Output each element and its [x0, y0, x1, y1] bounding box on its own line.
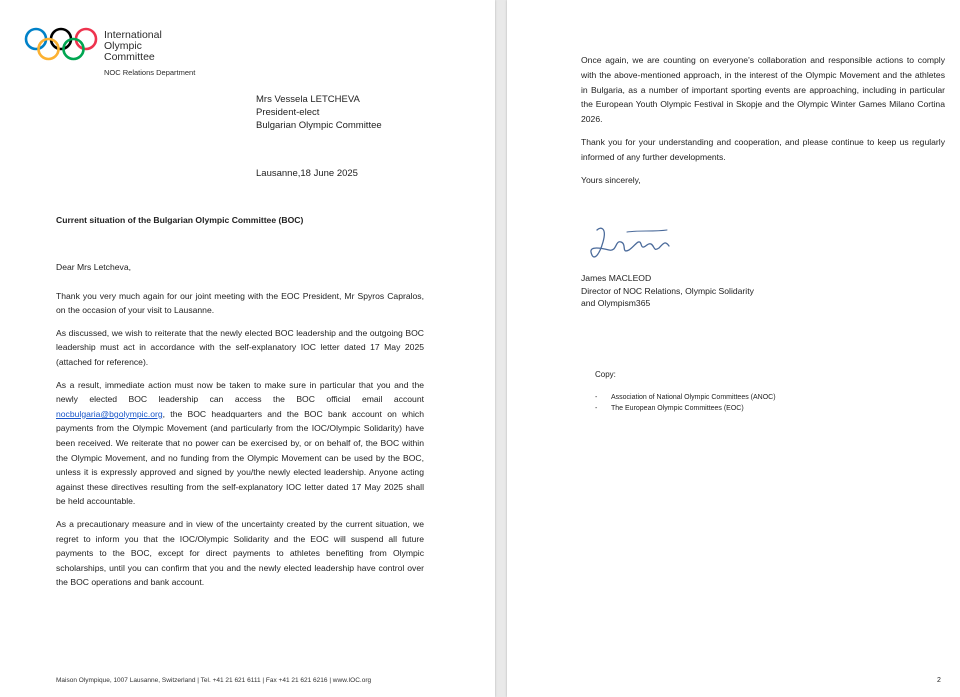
signer-title-1: Director of NOC Relations, Olympic Solidarity — [581, 285, 754, 296]
recipient-name: Mrs Vessela LETCHEVA — [256, 94, 360, 105]
department-name: NOC Relations Department — [104, 68, 196, 77]
recipient-address — [256, 93, 382, 132]
paragraph-2: As discussed, we wish to reiterate that the newly elected BOC leadership and the outgoing BOC leadership must act in accordance with the self-explanatory IOC letter dated 17 May 2025 (attached for reference). — [56, 327, 424, 367]
page-2-paragraph-2: Thank you for your understanding and cooperation, and please continue to keep us regularly informed of any further developments. — [581, 136, 945, 162]
letter-page-2 — [507, 0, 960, 697]
org-line-2: Olympic — [104, 40, 142, 52]
org-line-1: International — [104, 29, 162, 41]
page-2-body — [581, 53, 945, 195]
copy-list — [595, 393, 776, 414]
ring-green — [64, 39, 84, 59]
signer-title-2: and Olympism365 — [581, 298, 651, 308]
copy-label: Copy: — [595, 370, 616, 379]
letter-date: Lausanne,18 June 2025 — [256, 168, 358, 179]
ring-black — [51, 29, 71, 49]
paragraph-3 — [56, 378, 424, 509]
recipient-title: President-elect — [256, 107, 320, 118]
ring-blue — [26, 29, 46, 49]
page-2-paragraph-1: Once again, we are counting on everyone's collaboration and responsible actions to comply with the above-mentioned approach, in the interest of the Olympic Movement and the athletes in Bulgaria, as a number of important sporting events are approaching, including in particular the European Youth Olympic Festival in Skopje and the Olympic Winter Games Milano Cortina 2026. — [581, 55, 945, 125]
signer-name: James MACLEOD — [581, 273, 652, 283]
org-line-3: Committee — [104, 51, 155, 63]
organization-name — [104, 30, 195, 78]
paragraph-3-end: , the BOC headquarters and the BOC bank account on which payments from the Olympic Movement (and particularly from the IOC/Olympic Solidarity) have been received. We reiterate that no power can be exercised by, or on behalf of, the BOC within the Olympic Movement, and no funding from the Olympic Movement can be used by the BOC, unless it is expressly approved and signed by you/the newly elected leadership. Anyone acting against these directives resulting from the self-explanatory IOC letter dated 17 May 2025 shall be held accountable. — [56, 408, 424, 507]
closing: Yours sincerely, — [581, 174, 641, 185]
paragraph-3-start: As a result, immediate action must now be taken to make sure in particular that you and the newly elected BOC leadership can access the BOC official email account — [56, 379, 424, 405]
subject-line: Current situation of the Bulgarian Olympic Committee (BOC) — [56, 215, 304, 225]
signature-block — [581, 272, 754, 310]
copy-item: - Association of National Olympic Committees (ANOC) — [595, 393, 776, 404]
paragraph-4: As a precautionary measure and in view of the uncertainty created by the current situation, we regret to inform you that the IOC/Olympic Solidarity and the EOC will suspend all future payments to the BOC, except for direct payments to athletes benefiting from Olympic scholarships, until you can confirm that you and the newly elected leadership have control over the BOC operations and bank account. — [56, 518, 424, 588]
copy-item: - The European Olympic Committees (EOC) — [595, 404, 776, 415]
ring-red — [76, 29, 96, 49]
ring-yellow — [39, 39, 59, 59]
recipient-org: Bulgarian Olympic Committee — [256, 120, 382, 131]
letter-footer: Maison Olympique, 1007 Lausanne, Switzerland | Tel. +41 21 621 6111 | Fax +41 21 621 6216 | www.IOC.org — [56, 677, 372, 684]
page-number: 2 — [937, 677, 941, 684]
letter-subject — [56, 213, 424, 228]
email-link[interactable]: nocbulgaria@bgolympic.org — [56, 408, 163, 419]
salutation: Dear Mrs Letcheva, — [56, 262, 131, 272]
handwritten-signature — [587, 222, 677, 268]
paragraph-1: Thank you very much again for our joint meeting with the EOC President, Mr Spyros Capralos, on the occasion of your visit to Lausanne. — [56, 290, 424, 316]
letter-body — [56, 260, 424, 598]
olympic-rings-logo — [24, 26, 98, 62]
